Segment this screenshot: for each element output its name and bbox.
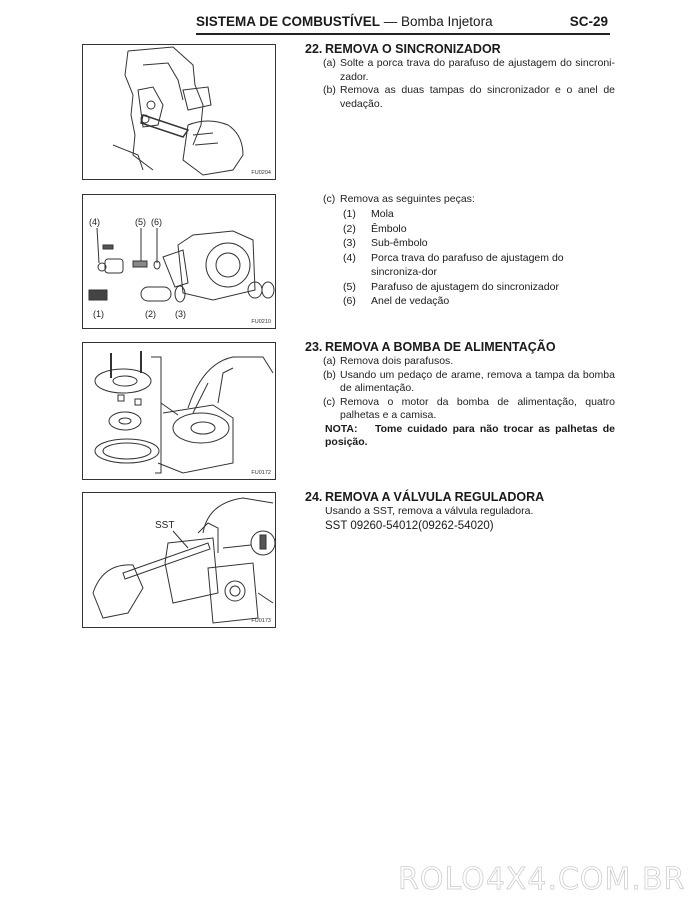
header-title (196, 14, 493, 29)
sst-tool-illustration-icon (83, 493, 275, 627)
part-text: Êmbolo (371, 222, 407, 235)
step-a (323, 57, 615, 84)
section-title (305, 42, 615, 57)
header-rule (196, 33, 610, 35)
note-text: Tome cuidado para não trocar as palhetas de posição. (325, 422, 615, 448)
step-b (323, 369, 615, 396)
svg-text:(4): (4) (89, 217, 100, 227)
part-number: (1) (343, 208, 356, 220)
instruction-text: Usando a SST, remova a válvula reguladora. (325, 505, 534, 517)
section-heading: REMOVA A VÁLVULA REGULADORA (325, 490, 545, 504)
section-title (305, 490, 615, 505)
part-number: (4) (343, 251, 356, 264)
part-number: (3) (343, 237, 356, 249)
part-text: Parafuso de ajustagem do sincronizador (371, 280, 559, 293)
note-label: NOTA: (325, 422, 358, 435)
section-23 (305, 340, 615, 450)
step-text: Remova as seguintes peças: (340, 193, 475, 205)
figure-caption: FU0210 (251, 319, 271, 325)
section-number: 24. (305, 490, 323, 504)
part-item (343, 222, 615, 237)
part-text: Mola (371, 208, 394, 220)
section-22 (305, 42, 615, 111)
step-label: (a) (323, 57, 336, 69)
step-text: Remova o motor da bomba de alimentação, quatro palhetas e a camisa. (340, 395, 615, 421)
part-item (343, 280, 615, 295)
page-header (196, 14, 610, 32)
svg-text:(1): (1) (93, 309, 104, 319)
header-title-subtitle: — Bomba Injetora (380, 14, 493, 29)
section-title (305, 340, 615, 355)
step-label: (b) (323, 368, 336, 381)
part-text: Porca trava do parafuso de ajustagem do sincroniza-dor (371, 251, 564, 278)
step-text: Solte a porca trava do parafuso de ajustagem do sincroni-zador. (340, 57, 615, 83)
section-heading: REMOVA A BOMBA DE ALIMENTAÇÃO (325, 340, 556, 354)
sst-part-number: SST 09260-54012(09262-54020) (325, 519, 494, 532)
watermark: ROLO4X4.COM.BR (398, 862, 686, 897)
section-heading: REMOVA O SINCRONIZADOR (325, 42, 501, 56)
figure-regulating-valve (82, 492, 276, 628)
part-item (343, 207, 615, 222)
step-label: (c) (323, 193, 336, 205)
part-item (343, 251, 615, 280)
figure-caption: FU0173 (251, 618, 271, 624)
part-item (343, 236, 615, 251)
part-number: (6) (343, 295, 356, 307)
part-item (343, 294, 615, 309)
part-number: (5) (343, 280, 356, 293)
figure-caption: FU0172 (251, 470, 271, 476)
section-24 (305, 490, 615, 534)
section-number: 22. (305, 42, 323, 56)
step-label: (b) (323, 84, 336, 96)
step-text: Remova as duas tampas do sincronizador e o anel de vedação. (340, 84, 615, 110)
wrench-illustration-icon (83, 45, 275, 179)
svg-text:SST: SST (155, 520, 175, 531)
step-text: Usando um pedaço de arame, remova a tampa da bomba de alimentação. (340, 368, 615, 394)
step-a (323, 355, 615, 369)
header-title-bold: SISTEMA DE COMBUSTÍVEL (196, 14, 381, 29)
section-22-parts (305, 192, 615, 309)
step-c (323, 192, 615, 207)
page-number: SC-29 (569, 14, 608, 29)
step-label: (c) (323, 395, 336, 408)
feed-pump-illustration-icon (83, 343, 275, 479)
part-number: (2) (343, 222, 356, 235)
section-number: 23. (305, 340, 323, 354)
svg-text:(5): (5) (135, 217, 146, 227)
part-text: Anel de vedação (371, 295, 450, 307)
svg-text:(2): (2) (145, 309, 156, 319)
svg-text:(6): (6) (151, 217, 162, 227)
step-text: Remova dois parafusos. (340, 355, 454, 367)
exploded-view-icon (83, 195, 275, 328)
figure-synchronizer-parts (82, 194, 276, 329)
note (325, 423, 615, 450)
step-label: (a) (323, 355, 336, 367)
svg-text:(3): (3) (175, 309, 186, 319)
figure-feed-pump (82, 342, 276, 480)
step-c (323, 396, 615, 423)
figure-caption: FU0204 (251, 170, 271, 176)
part-text: Sub-êmbolo (371, 237, 428, 249)
step-b (323, 84, 615, 111)
figure-loosen-lock-nut (82, 44, 276, 180)
